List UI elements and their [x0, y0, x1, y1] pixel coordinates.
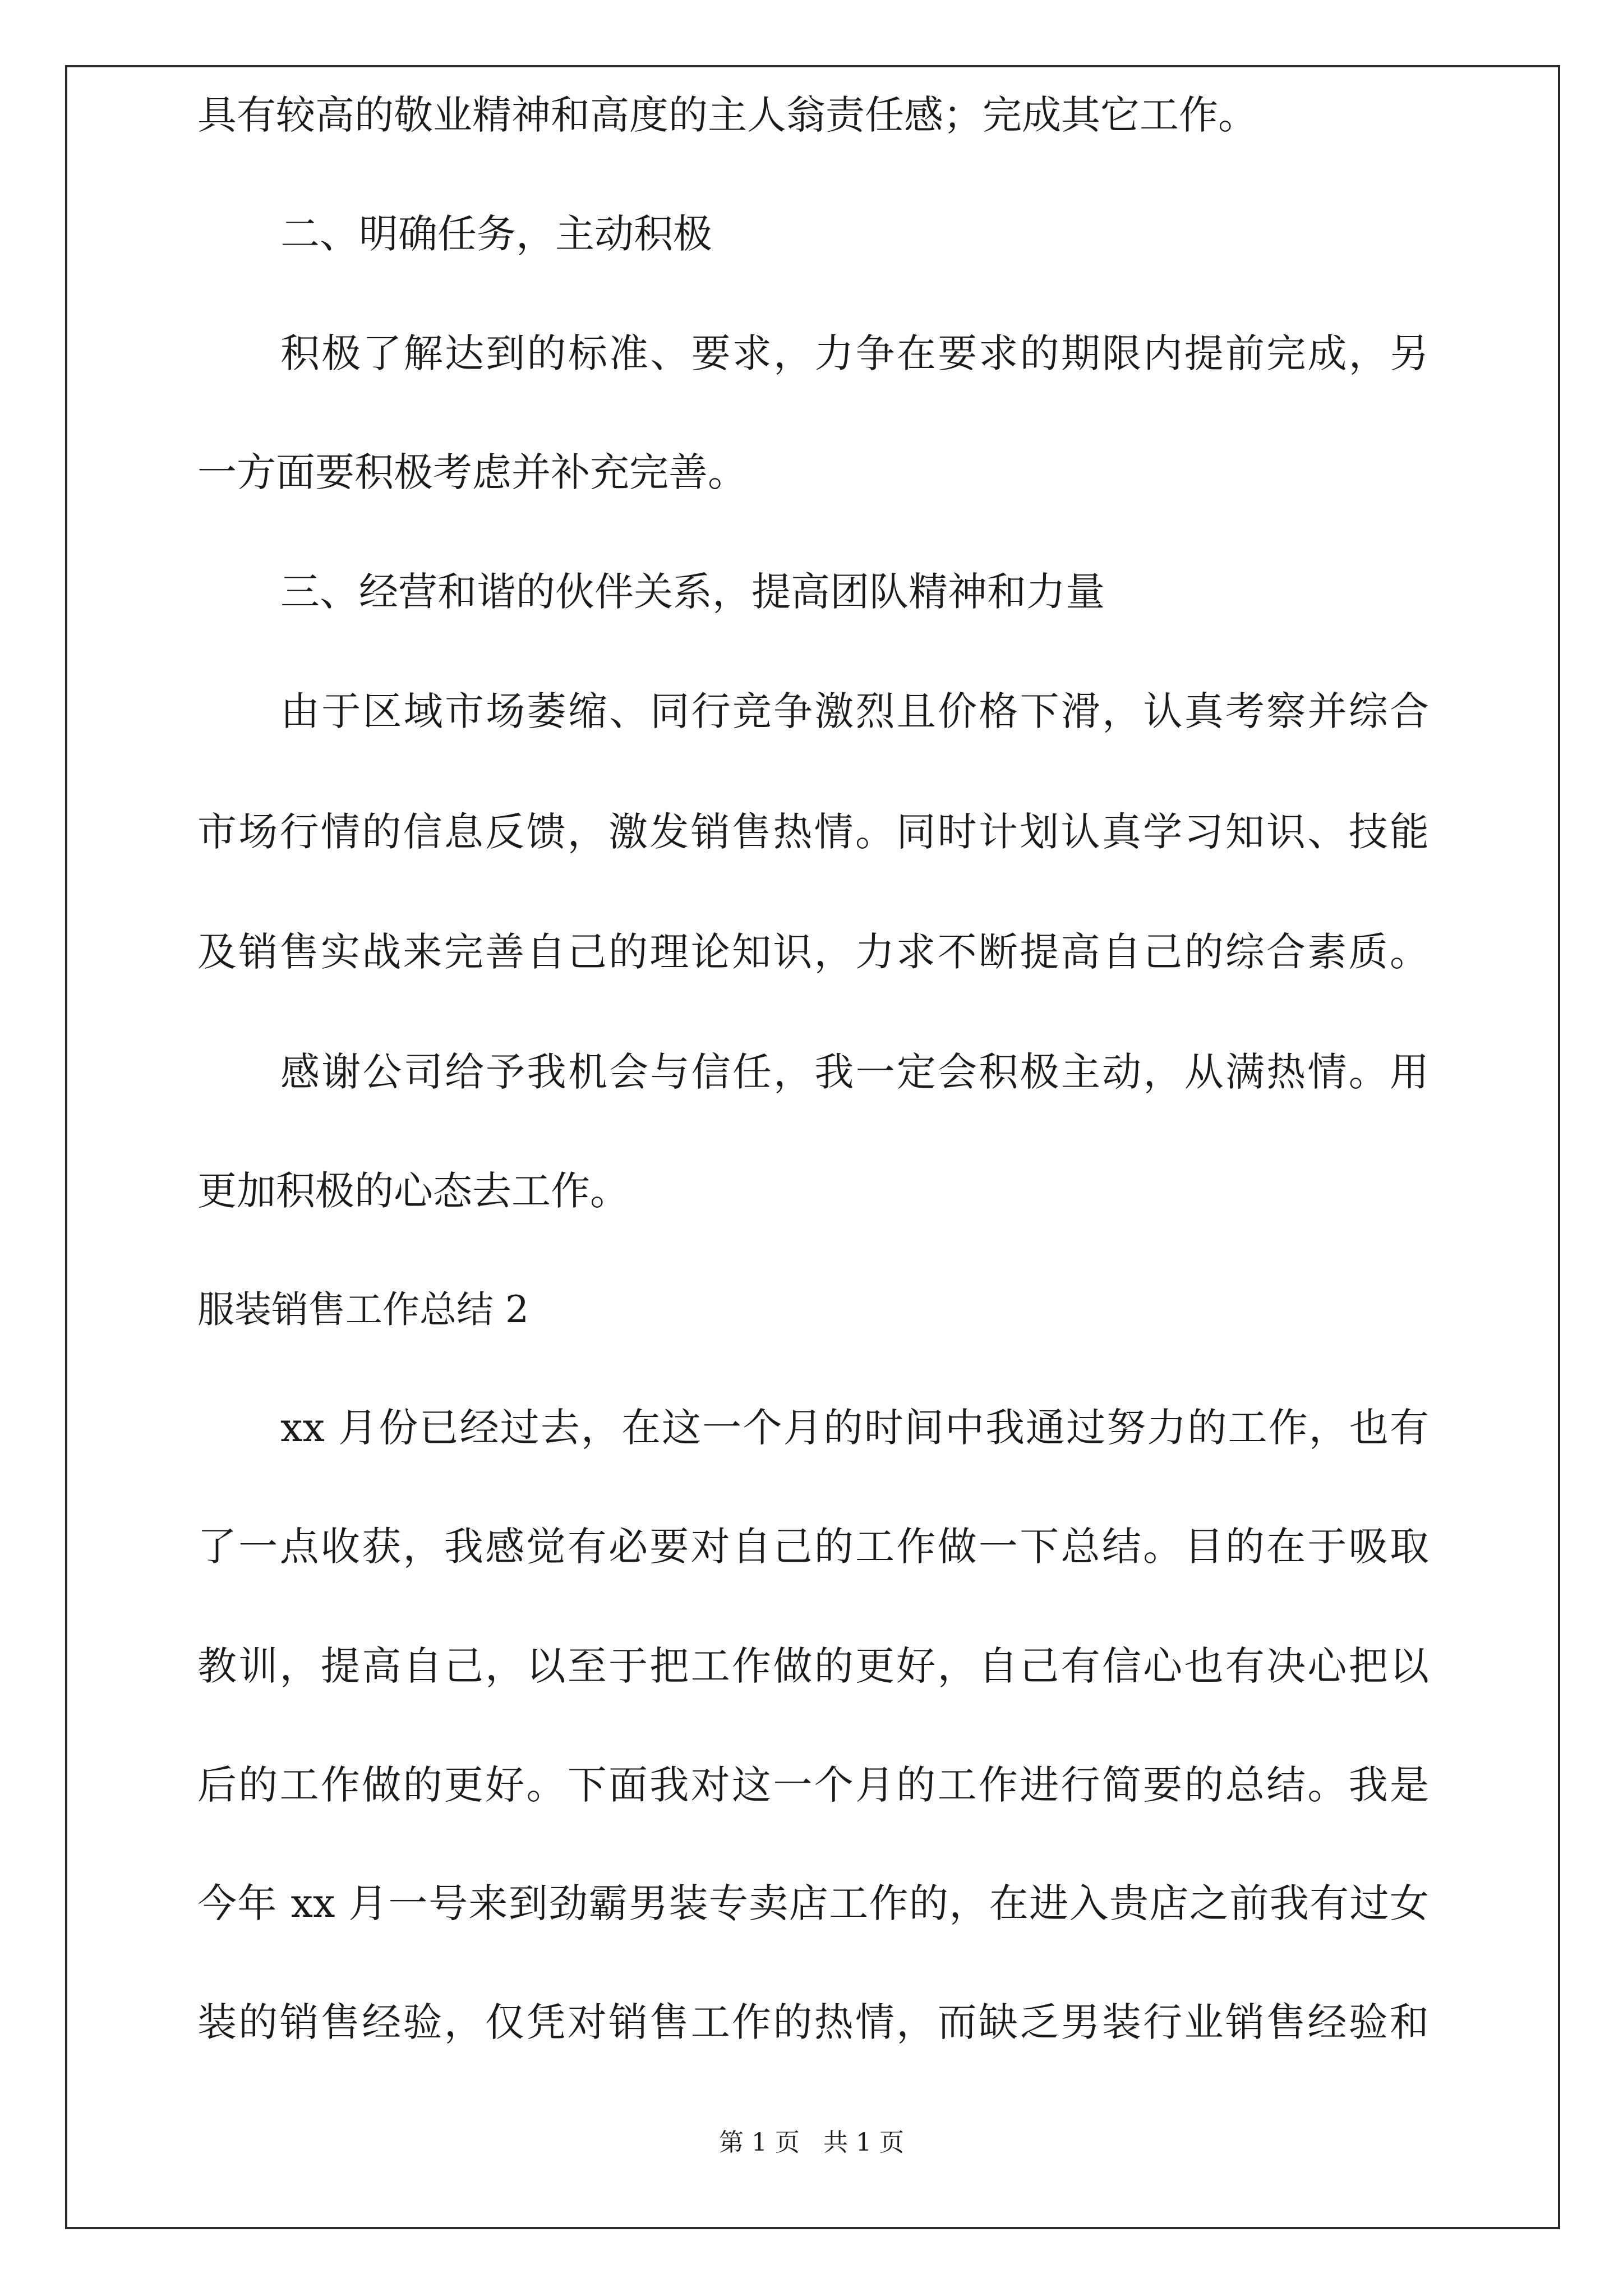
body-line-10: 更加积极的心态去工作。: [197, 1168, 629, 1214]
body-line-4: 一方面要积极考虑并补充完善。: [197, 449, 747, 495]
body-line-9: 感谢公司给予我机会与信任，我一定会积极主动，从满热情。用: [280, 1049, 1429, 1095]
body-line-17: 装的销售经验，仅凭对销售工作的热情，而缺乏男装行业销售经验和: [197, 1999, 1429, 2045]
page-footer: 第 1 页 共 1 页: [719, 2128, 904, 2157]
body-line-3: 积极了解达到的标准、要求，力争在要求的期限内提前完成，另: [280, 330, 1429, 376]
body-line-1: 具有较高的敬业精神和高度的主人翁责任感；完成其它工作。: [197, 92, 1257, 138]
document-subtitle: 服装销售工作总结 2: [197, 1288, 529, 1331]
body-line-8: 及销售实战来完善自己的理论知识，力求不断提高自己的综合素质。: [197, 929, 1429, 975]
body-line-6: 由于区域市场萎缩、同行竞争激烈且价格下滑，认真考察并综合: [280, 688, 1429, 734]
body-line-12: xx 月份已经过去，在这一个月的时间中我通过努力的工作，也有: [280, 1405, 1429, 1451]
body-line-15: 后的工作做的更好。下面我对这一个月的工作进行简要的总结。我是: [197, 1762, 1429, 1808]
body-line-7: 市场行情的信息反馈，激发销售热情。同时计划认真学习知识、技能: [197, 809, 1429, 855]
section-heading-2: 二、明确任务，主动积极: [280, 211, 712, 257]
body-line-13: 了一点收获，我感觉有必要对自己的工作做一下总结。目的在于吸取: [197, 1524, 1429, 1570]
body-line-16: 今年 xx 月一号来到劲霸男装专卖店工作的，在进入贵店之前我有过女: [197, 1880, 1429, 1926]
section-heading-3: 三、经营和谐的伙伴关系，提高团队精神和力量: [280, 569, 1105, 615]
body-line-14: 教训，提高自己，以至于把工作做的更好，自己有信心也有决心把以: [197, 1643, 1429, 1689]
